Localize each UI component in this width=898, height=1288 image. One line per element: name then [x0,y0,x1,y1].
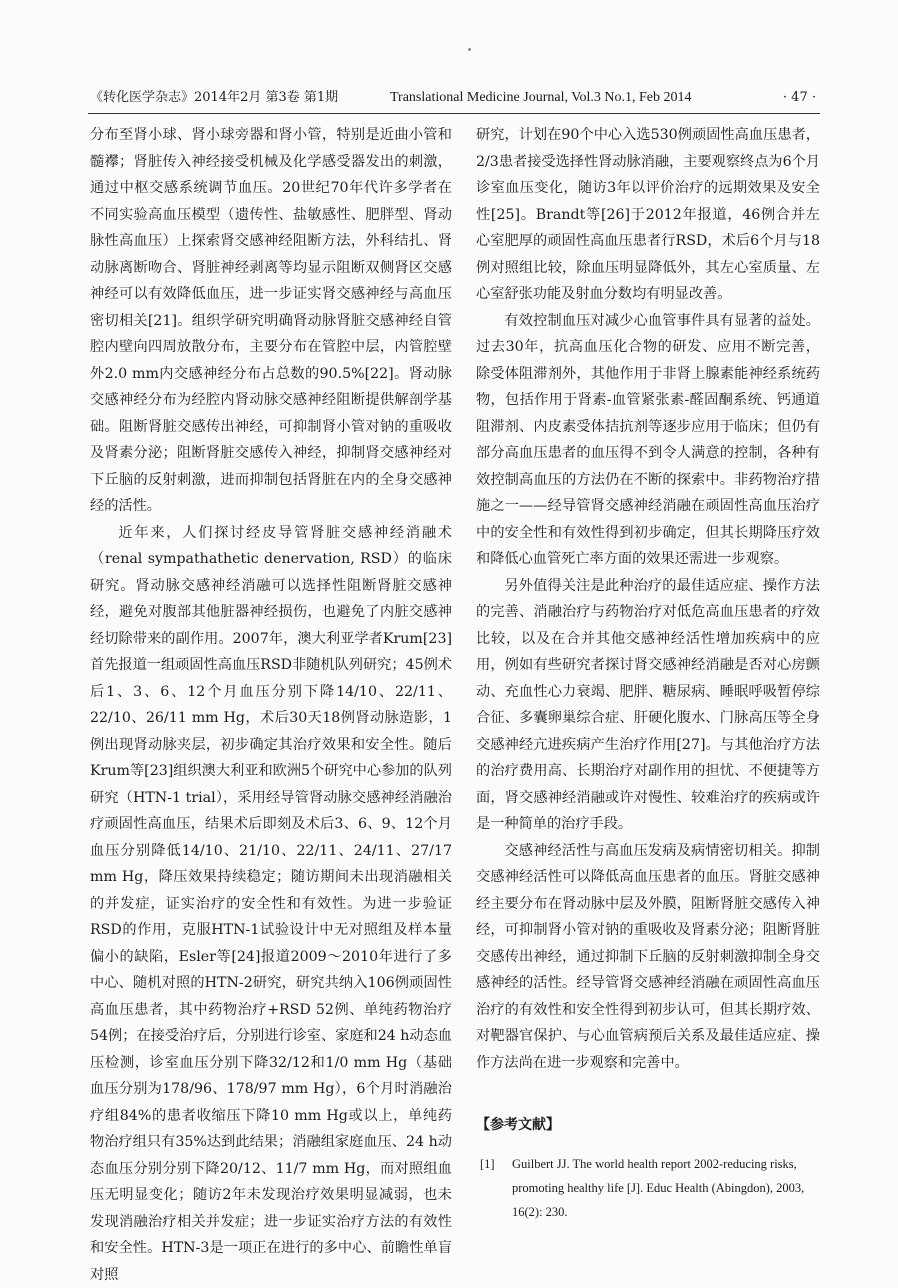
reference-text: Guilbert JJ. The world health report 2002-reducing risks, promoting healthy life [J]. Educ Health (Abingdon), 2003, 16(2): 230. [512,1152,820,1224]
paragraph: 交感神经活性与高血压发病及病情密切相关。抑制交感神经活性可以降低高血压患者的血压。肾脏交感神经主要分布在肾动脉中层及外膜，阻断肾脏交感传入神经，可抑制肾小管对钠的重吸收及肾素分泌；阻断肾脏交感传出神经，通过抑制下丘脑的反射刺激抑制全身交感神经的活性。经导管肾交感神经消融在顽固性高血压治疗的有效性和安全性得到初步认可，但其长期疗效、对靶器官保护、与心血管病预后关系及最佳适应症、操作方法尚在进一步观察和完善中。 [476,838,820,1077]
paragraph: 另外值得关注是此种治疗的最佳适应症、操作方法的完善、消融治疗与药物治疗对低危高血压患者的疗效比较，以及在合并其他交感神经活性增加疾病中的应用，例如有些研究者探讨肾交感神经消融是否对心房颤动、充血性心力衰竭、肥胖、糖尿病、睡眠呼吸暂停综合征、多囊卵巢综合症、肝硬化腹水、门脉高压等全身交感神经亢进疾病产生治疗作用[27]。与其他治疗方法的治疗费用高、长期治疗对副作用的担忧、不便捷等方面，肾交感神经消融或许对慢性、较难治疗的疾病或许是一种简单的治疗手段。 [476,573,820,838]
scan-speck [468,48,471,51]
journal-title-cn: 《转化医学杂志》2014年2月 第3卷 第1期 [90,86,338,110]
page-number: · 47 · [783,86,816,110]
journal-title-en: Translational Medicine Journal, Vol.3 No.1, Feb 2014 [390,86,692,110]
left-column [90,122,452,1288]
running-header [90,86,818,110]
reference-item [476,1152,820,1224]
right-column [476,122,820,1076]
reference-number: [1] [480,1152,495,1176]
references-heading: 【参考文献】 [476,1114,560,1134]
paragraph: 有效控制血压对减少心血管事件具有显著的益处。过去30年，抗高血压化合物的研发、应用不断完善，除受体阻滞剂外，其他作用于非肾上腺素能神经系统药物，包括作用于肾素-血管紧张素-醛固酮系统、钙通道阻滞剂、内皮素受体拮抗剂等逐步应用于临床；但仍有部分高血压患者的血压得不到令人满意的控制，各种有效控制高血压的方法仍在不断的探索中。非药物治疗措施之一——经导管肾交感神经消融在顽固性高血压治疗中的安全性和有效性得到初步确定，但其长期降压疗效和降低心血管死亡率方面的效果还需进一步观察。 [476,308,820,573]
paragraph: 分布至肾小球、肾小球旁器和肾小管，特别是近曲小管和髓襻；肾脏传入神经接受机械及化学感受器发出的刺激，通过中枢交感系统调节血压。20世纪70年代许多学者在不同实验高血压模型（遗传性、盐敏感性、肥胖型、肾动脉性高血压）上探索肾交感神经阻断方法，外科结扎、肾动脉离断吻合、肾脏神经剥离等均显示阻断双侧肾区交感神经可以有效降低血压，进一步证实肾交感神经与高血压密切相关[21]。组织学研究明确肾动脉肾脏交感神经自管腔内壁向四周放散分布，主要分布在管腔中层，内管腔壁外2.0 mm内交感神经分布占总数的90.5%[22]。肾动脉交感神经分布为经腔内肾动脉交感神经阻断提供解剖学基础。阻断肾脏交感传出神经，可抑制肾小管对钠的重吸收及肾素分泌；阻断肾脏交感传入神经，抑制肾交感神经对下丘脑的反射刺激，进而抑制包括肾脏在内的全身交感神经的活性。 [90,122,452,520]
paragraph: 近年来，人们探讨经皮导管肾脏交感神经消融术（renal sympathathetic denervation, RSD）的临床研究。肾动脉交感神经消融可以选择性阻断肾脏交感神经，避免对腹部其他脏器神经损伤，也避免了内脏交感神经切除带来的副作用。2007年，澳大利亚学者Krum[23]首先报道一组顽固性高血压RSD非随机队列研究；45例术后1、3、6、12个月血压分别下降14/10、22/11、22/10、26/11 mm Hg，术后30天18例肾动脉造影，1例出现肾动脉夹层，初步确定其治疗效果和安全性。随后Krum等[23]组织澳大利亚和欧洲5个研究中心参加的队列研究（HTN-1 trial），采用经导管肾动脉交感神经消融治疗顽固性高血压，结果术后即刻及术后3、6、9、12个月血压分别降低14/10、21/10、22/11、24/11、27/17 mm Hg，降压效果持续稳定；随访期间未出现消融相关的并发症，证实治疗的安全性和有效性。为进一步验证RSD的作用，克服HTN-1试验设计中无对照组及样本量偏小的缺陷，Esler等[24]报道2009～2010年进行了多中心、随机对照的HTN-2研究，研究共纳入106例顽固性高血压患者，其中药物治疗+RSD 52例、单纯药物治疗54例；在接受治疗后，分别进行诊室、家庭和24 h动态血压检测，诊室血压分别下降32/12和1/0 mm Hg（基础血压分别为178/96、178/97 mm Hg），6个月时消融治疗组84%的患者收缩压下降10 mm Hg或以上，单纯药物治疗组只有35%达到此结果；消融组家庭血压、24 h动态血压分别分别下降20/12、11/7 mm Hg，而对照组血压无明显变化；随访2年未发现治疗效果明显减弱，也未发现消融治疗相关并发症；进一步证实治疗方法的有效性和安全性。HTN-3是一项正在进行的多中心、前瞻性单盲对照 [90,520,452,1288]
paragraph: 研究，计划在90个中心入选530例顽固性高血压患者，2/3患者接受选择性肾动脉消融，主要观察终点为6个月诊室血压变化，随访3年以评价治疗的远期效果及安全性[25]。Brandt等[26]于2012年报道，46例合并左心室肥厚的顽固性高血压患者行RSD，术后6个月与18例对照组比较，除血压明显降低外，其左心室质量、左心室舒张功能及射血分数均有明显改善。 [476,122,820,308]
header-rule [88,113,820,114]
